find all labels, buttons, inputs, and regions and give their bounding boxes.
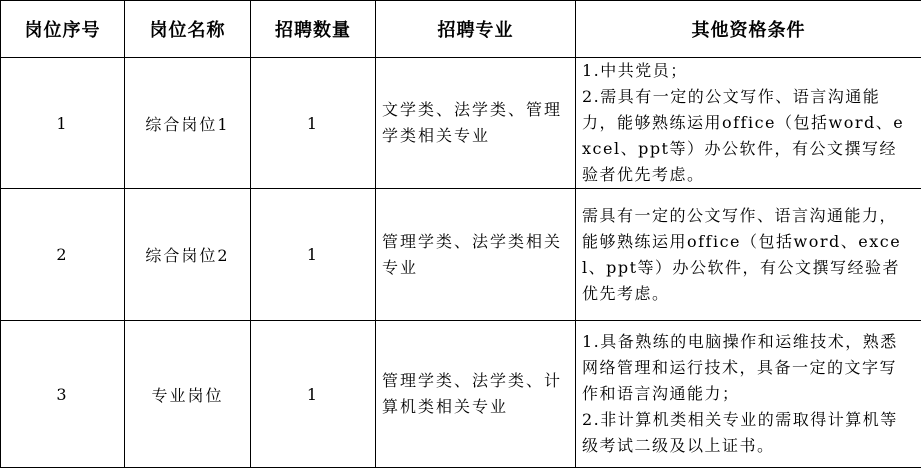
table-row [1,321,921,468]
header-other-requirements: 其他资格条件 [576,1,921,58]
cell-position-number: 1 [1,58,125,189]
table-header-row [1,1,921,58]
requirement-item: 需具有一定的公文写作、语言沟通能力，能够熟练运用office（包括word、excel、ppt等）办公软件，有公文撰写经验者优先考虑。 [582,203,913,307]
header-position-number: 岗位序号 [1,1,125,58]
requirement-item: 1.具备熟练的电脑操作和运维技术，熟悉网络管理和运行技术，具备一定的文字写作和语言沟通能力； [582,329,913,407]
cell-other-requirements [576,189,921,321]
cell-hiring-count: 1 [251,321,376,468]
header-major: 招聘专业 [376,1,576,58]
cell-hiring-count: 1 [251,58,376,189]
header-position-name: 岗位名称 [125,1,251,58]
table-row [1,189,921,321]
table-row [1,58,921,189]
cell-major: 文学类、法学类、管理学类相关专业 [376,58,576,189]
cell-other-requirements [576,58,921,189]
cell-major: 管理学类、法学类、计算机类相关专业 [376,321,576,468]
cell-major: 管理学类、法学类相关专业 [376,189,576,321]
requirement-item: 2.需具有一定的公文写作、语言沟通能力，能够熟练运用office（包括word、excel、ppt等）办公软件，有公文撰写经验者优先考虑。 [582,84,913,188]
cell-hiring-count: 1 [251,189,376,321]
header-hiring-count: 招聘数量 [251,1,376,58]
cell-position-name: 综合岗位2 [125,189,251,321]
requirement-item: 2.非计算机类相关专业的需取得计算机等级考试二级及以上证书。 [582,407,913,459]
cell-position-name: 综合岗位1 [125,58,251,189]
cell-position-number: 2 [1,189,125,321]
cell-other-requirements [576,321,921,468]
cell-position-name: 专业岗位 [125,321,251,468]
cell-position-number: 3 [1,321,125,468]
requirement-item: 1.中共党员； [582,58,913,84]
